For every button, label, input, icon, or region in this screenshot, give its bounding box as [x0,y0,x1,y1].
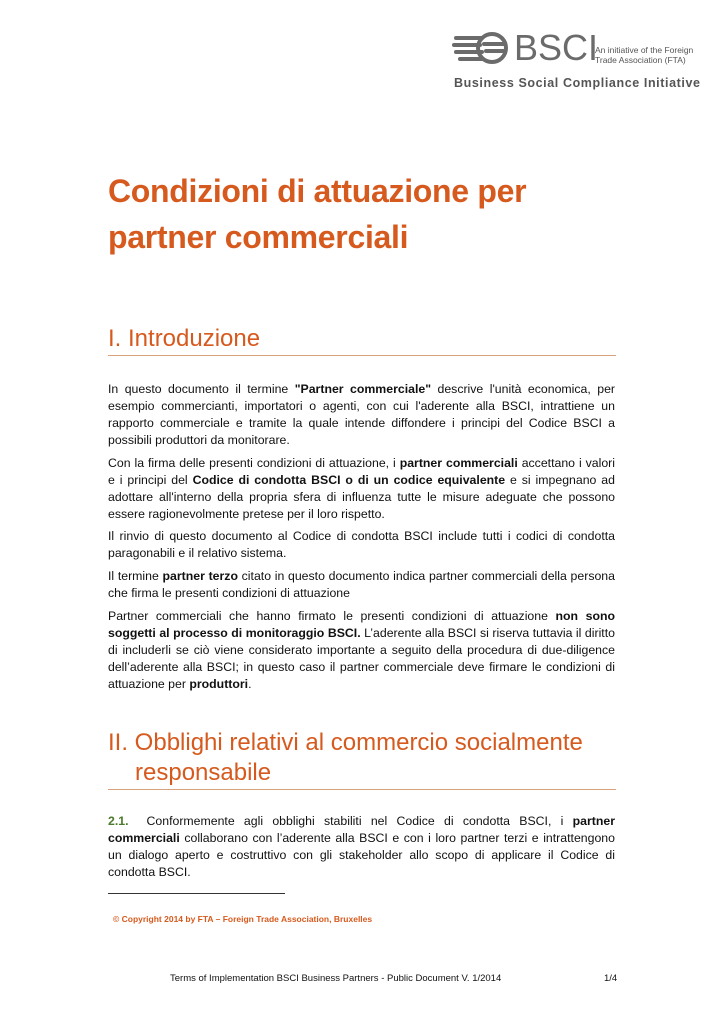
hands-logo-icon [452,28,512,74]
paragraph-partner-definition: In questo documento il termine "Partner commerciale" descrive l'unità economica, per esempio commercianti, importatori o agenti, con cui l'aderente alla BSCI, intrattiene un rapporto commerciale e tramite la quale intende diffondere i principi del Codice BSCI a possibili produttori da monitorare. [108,382,615,447]
copyright-notice: © Copyright 2014 by FTA – Foreign Trade Association, Bruxelles [113,914,373,924]
footer-document-info: Terms of Implementation BSCI Business Partners - Public Document V. 1/2014 [170,973,502,984]
footnote-divider [108,893,285,894]
paragraph-third-partner: Il termine partner terzo citato in questo documento indica partner commerciali della persona che firma le presenti condizioni di attuazione [108,569,615,600]
logo-wordmark: BSCI [514,27,599,68]
tagline-line-1: An initiative of the Foreign [595,45,694,55]
logo-subtitle: Business Social Compliance Initiative [454,76,701,90]
document-title: Condizioni di attuazione per partner commerciali [108,173,527,255]
heading-line-2: responsabile [135,759,272,786]
bsci-logo [452,27,701,94]
logo-tagline [595,45,695,65]
paragraph-2-1: 2.1. Conformemente agli obblighi stabiliti nel Codice di condotta BSCI, i partner commerciali collaborano con l’aderente alla BSCI e con i loro partner terzi e intrattengono un dialogo aperto e costruttivo con gli stakeholder allo scopo di applicare il Codice di condotta BSCI. [108,814,615,879]
tagline-line-2: Trade Association (FTA) [595,55,686,65]
paragraph-code-reference: Il rinvio di questo documento al Codice di condotta BSCI include tutti i codici di condotta paragonabili e il relativo sistema. [108,529,615,560]
section-heading-introduzione: I. Introduzione [108,324,616,356]
paragraph-signature-acceptance: Con la firma delle presenti condizioni di attuazione, i partner commerciali accettano i valori e i principi del Codice di condotta BSCI o di un codice equivalente e si impegnano ad adottare all'interno della propria sfera di influenza tutte le misure adeguate che possono essere ragionevolmente pretese per il loro rispetto. [108,456,615,521]
heading-line-1: II. Obblighi relativi al commercio socialmente [108,729,583,756]
section-heading-obblighi [108,728,616,790]
footer-page-number: 1/4 [604,973,618,984]
paragraph-monitoring: Partner commerciali che hanno firmato le presenti condizioni di attuazione non sono soggetti al processo di monitoraggio BSCI. L’aderente alla BSCI si riserva tuttavia il diritto di includerli se ciò viene considerato importante a seguito della procedura di due-diligence dell’aderente alla BSCI; in questo caso il partner commerciale deve firmare le condizioni di attuazione per produttori. [108,609,615,691]
clause-number: 2.1. [108,814,129,828]
